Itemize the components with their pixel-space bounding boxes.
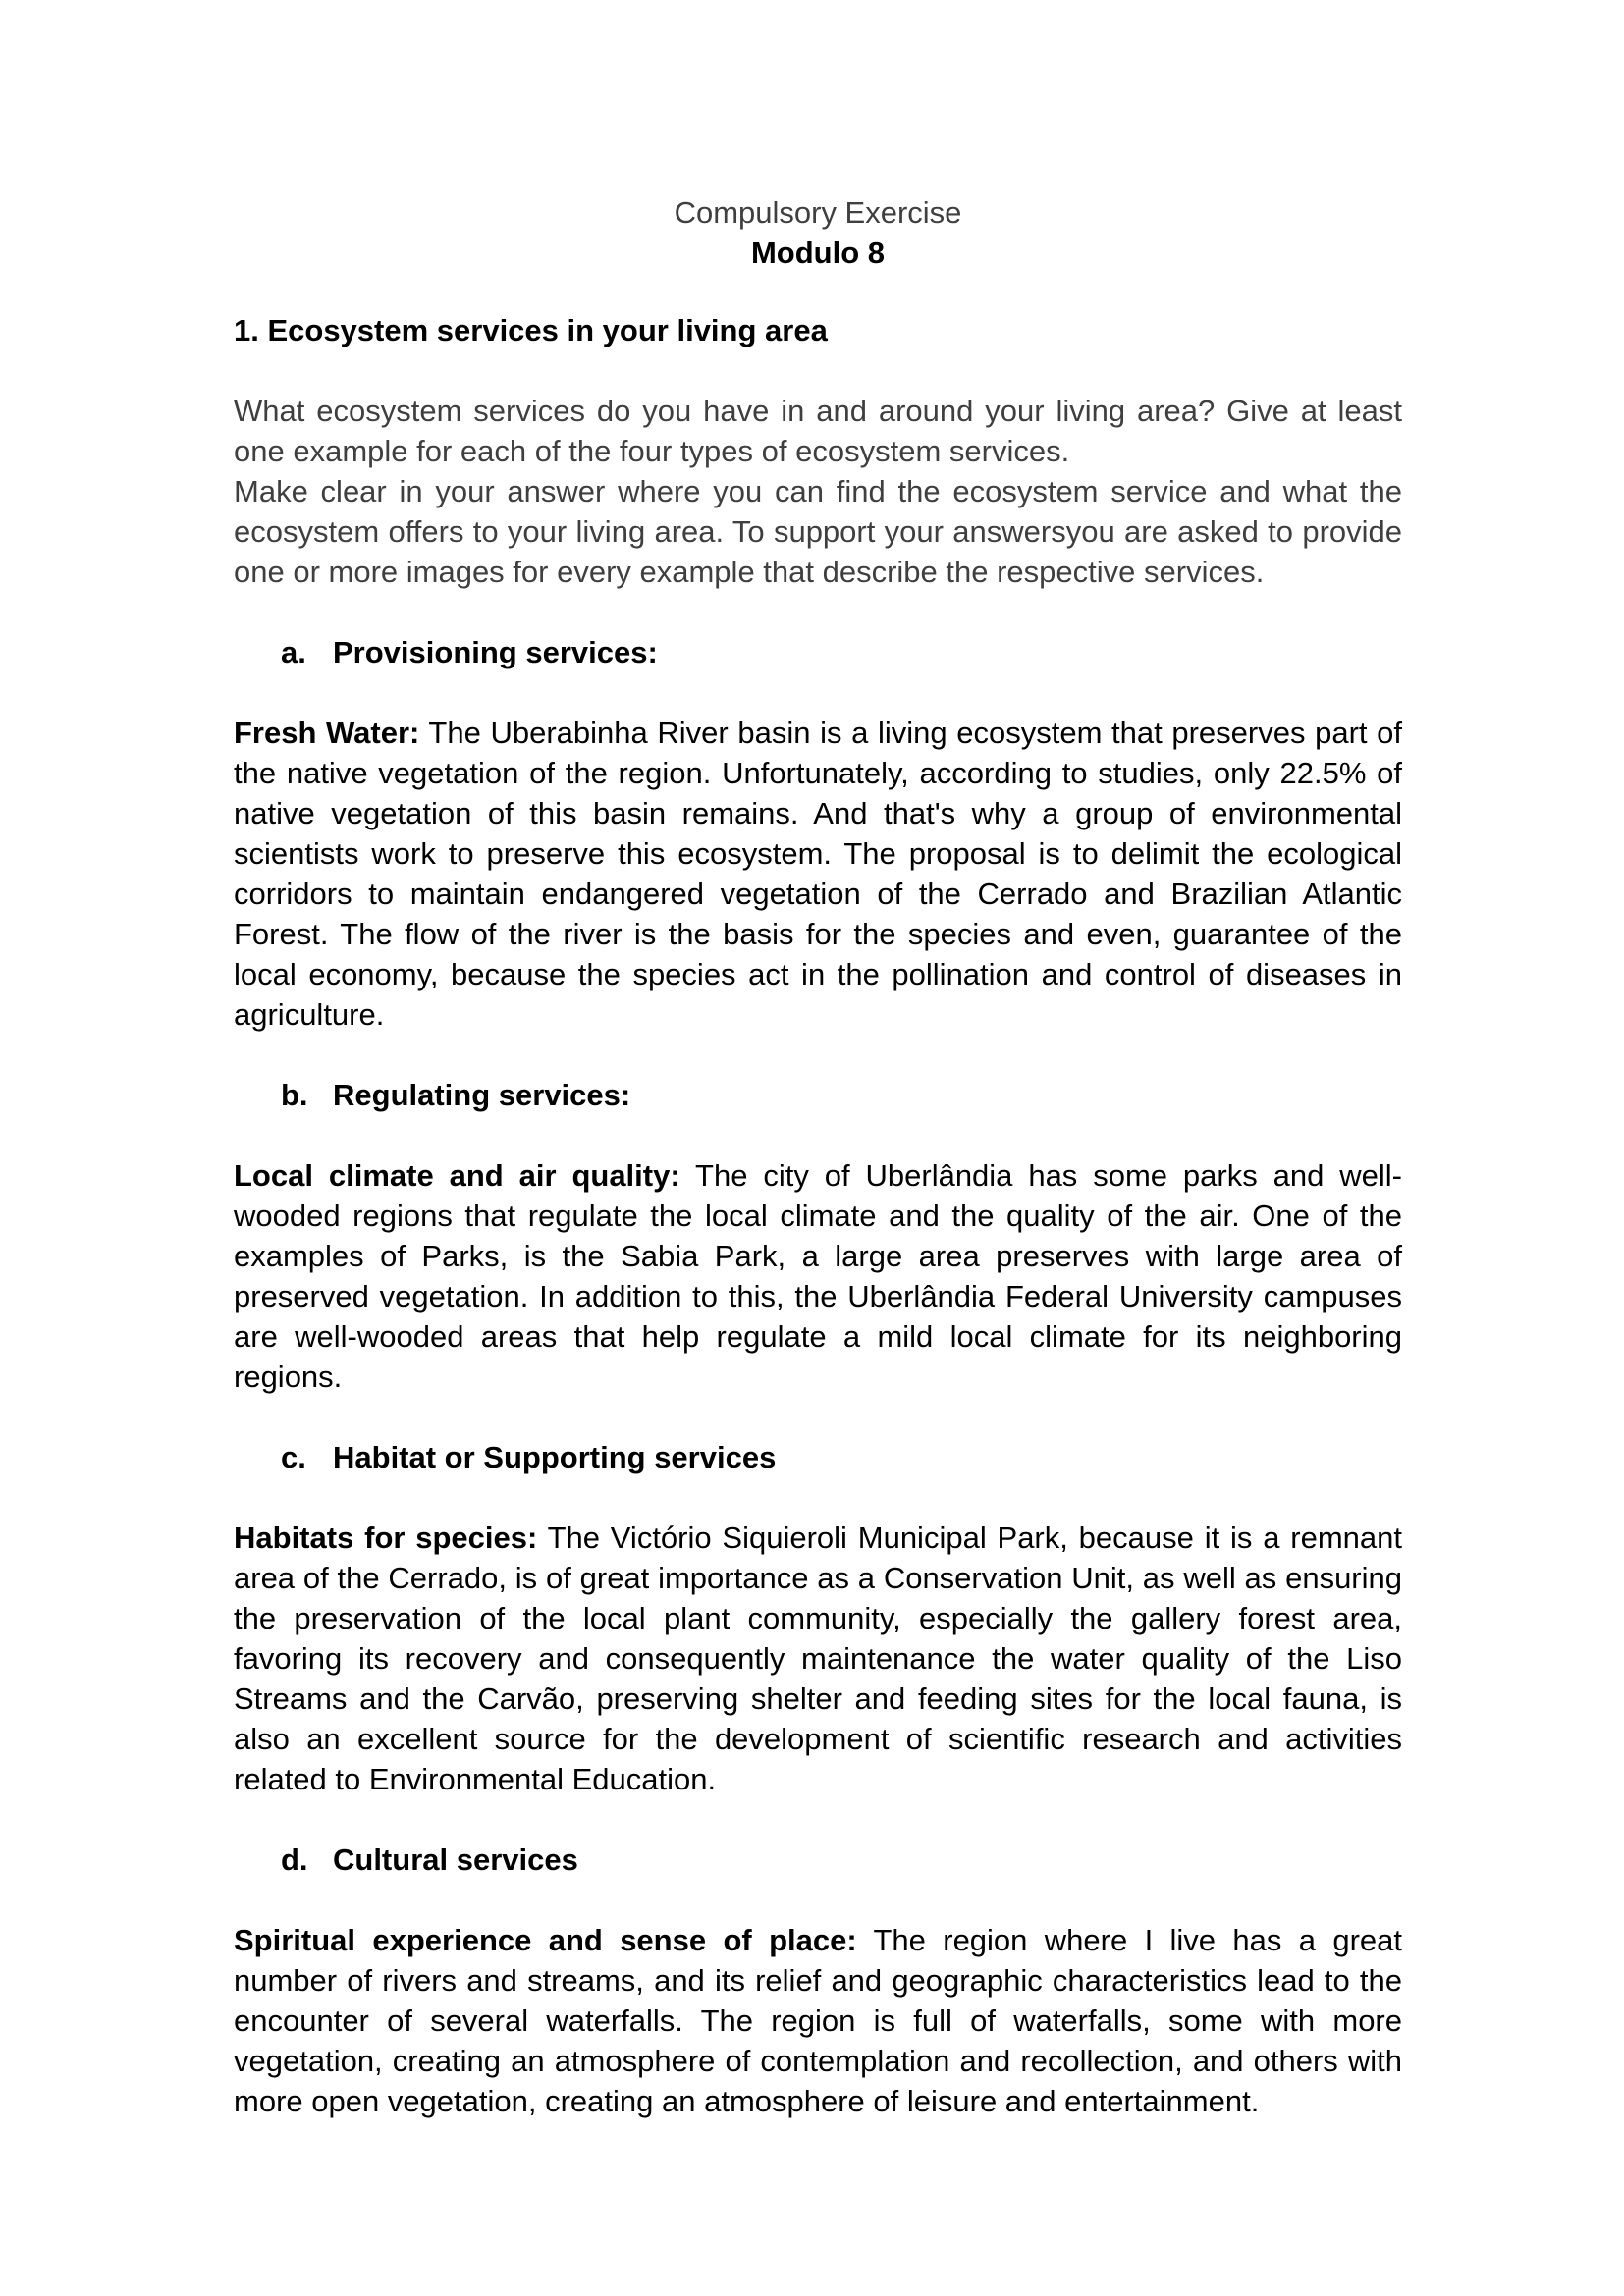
document-page (234, 192, 1402, 2121)
section-answer-habitat (234, 1518, 1402, 1799)
answer-text: The Uberabinha River basin is a living ecosystem that preserves part of the native vegetation of the region. Unfortunately, according to studies, only 22.5% of native vegetation of this basin remains. And that's why a group of environmental scientists work to preserve this ecosystem. The proposal is to delimit the ecological corridors to maintain endangered vegetation of the Cerrado and Brazilian Atlantic Forest. The flow of the river is the basis for the species and even, guarantee of the local economy, because the species act in the pollination and control of diseases in agriculture. (234, 716, 1402, 1032)
answer-lead: Habitats for species: (234, 1521, 538, 1555)
answer-text: The Victório Siquieroli Municipal Park, because it is a remnant area of the Cerrado, is of great importance as a Conservation Unit, as well as ensuring the preservation of the local plant community, especially the gallery forest area, favoring its recovery and consequently maintenance the water quality of the Liso Streams and the Carvão, preserving shelter and feeding sites for the local fauna, is also an excellent source for the development of scientific research and activities related to Environmental Education. (234, 1521, 1402, 1796)
answer-lead: Local climate and air quality: (234, 1158, 680, 1193)
section-letter: c. (281, 1440, 306, 1474)
document-title: Compulsory Exercise (674, 195, 962, 230)
document-header (234, 192, 1402, 273)
section-answer-provisioning (234, 713, 1402, 1035)
answer-lead: Spiritual experience and sense of place: (234, 1923, 857, 1957)
prompt-paragraph: What ecosystem services do you have in and around your living area? Give at least one example for each of the four types of ecosystem services. (234, 394, 1402, 468)
section-letter: d. (281, 1842, 308, 1877)
section-answer-cultural (234, 1920, 1402, 2121)
section-letter: b. (281, 1078, 308, 1112)
section-letter: a. (281, 635, 306, 669)
section-title: Provisioning services: (333, 635, 658, 669)
document-subtitle: Modulo 8 (750, 236, 886, 270)
answer-lead: Fresh Water: (234, 716, 420, 750)
section-title: Regulating services: (333, 1078, 631, 1112)
answer-text: The region where I live has a great number of rivers and streams, and its relief and geographic characteristics lead to the encounter of several waterfalls. The region is full of waterfalls, some with more vegetation, creating an atmosphere of contemplation and recollection, and others with more open vegetation, creating an atmosphere of leisure and entertainment. (234, 1923, 1403, 2118)
answer-text: The city of Uberlândia has some parks and well-wooded regions that regulate the local climate and the quality of the air. One of the examples of Parks, is the Sabia Park, a large area preserves with large area of preserved vegetation. In addition to this, the Uberlândia Federal University campuses are well-wooded areas that help regulate a mild local climate for its neighboring regions. (234, 1158, 1402, 1394)
section-heading-regulating (234, 1075, 1402, 1115)
prompt-paragraph: Make clear in your answer where you can find the ecosystem service and what the ecosystem offers to your living area. To support your answersyou are asked to provide one or more images for every example that describe the respective services. (234, 474, 1402, 589)
section-answer-regulating (234, 1155, 1402, 1397)
question-prompt (234, 391, 1402, 592)
question-heading: 1. Ecosystem services in your living area (234, 313, 828, 347)
section-title: Cultural services (333, 1842, 578, 1877)
section-heading-cultural (234, 1840, 1402, 1880)
section-heading-provisioning (234, 632, 1402, 672)
section-title: Habitat or Supporting services (333, 1440, 777, 1474)
section-heading-habitat (234, 1437, 1402, 1477)
